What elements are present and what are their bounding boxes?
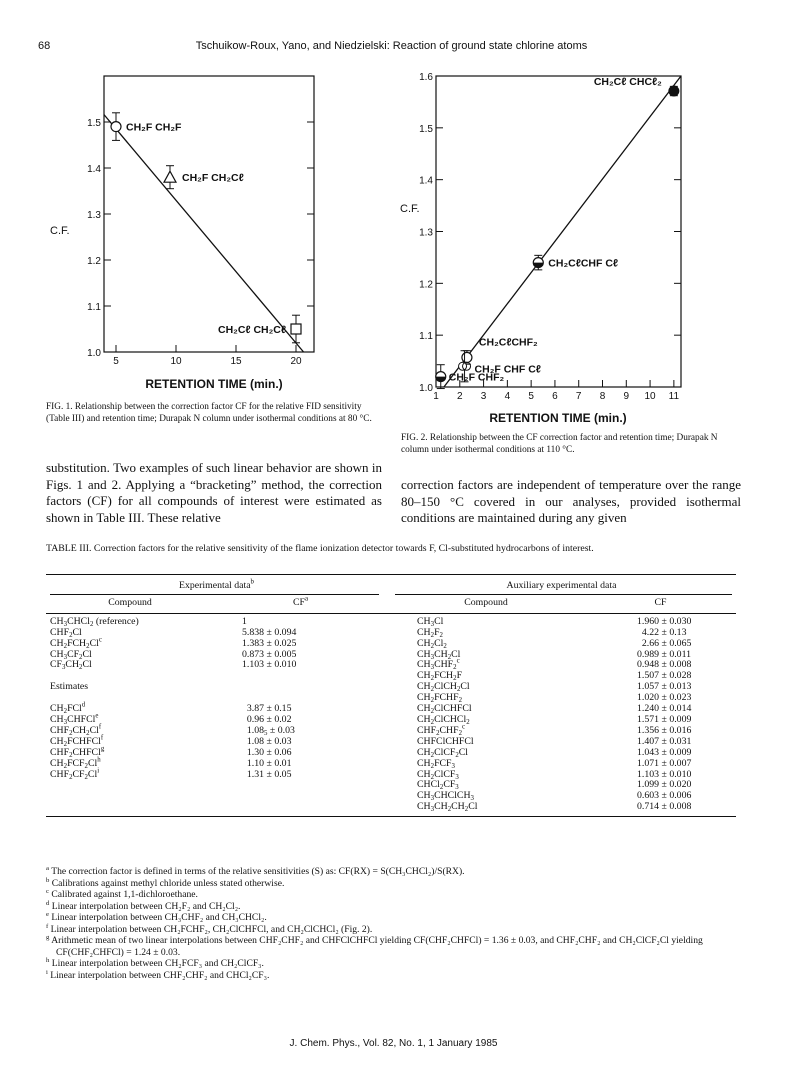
running-title: Tschuikow-Roux, Yano, and Niedzielski: Reaction of ground state chlorine atoms (195, 40, 588, 52)
figure-1-xlabel: RETENTION TIME (min.) (145, 377, 283, 391)
data-point (462, 352, 472, 362)
data-point (669, 86, 679, 96)
footnote-g: $^g$ Arithmetic mean of two linear interpolations between CHF₂CHF₂ and CHFClCHFCl yielding CF(CHF₂CHFCl) = 1.36 ± 0.03, and CHF₂CHF₂ and CH₂ClCF₂Cl yielding CF(CHF₂CHFCl) = 1.24 ± 0.03. (46, 933, 703, 958)
group-header-auxiliary: Auxiliary experimental data (506, 580, 617, 591)
body-text-left: substitution. Two examples of such linear behavior are shown in Figs. 1 and 2. Applying a “bracketing” method, the correction factors (CF) for all compounds of interest were estimated as shown in Table III. These relative (46, 460, 382, 525)
table-row: $CHCl_2CF_3$ 1.099 ± 0.020 (417, 779, 692, 792)
footnote-h: $^h$ Linear interpolation between CH₂FCF₃ and CH₂ClCF₃. (46, 956, 264, 969)
point-label: CH₂F CH₂F (126, 121, 182, 134)
col-header-compound-aux: Compound (464, 597, 508, 609)
table-row: $CHF_2Cl$ 5.838 ± 0.094 $CH_2F_2$ 4.22 ± 0.13 (50, 626, 687, 639)
y-tick-label: 1.6 (419, 72, 433, 83)
figure-2-caption: FIG. 2. Relationship between the CF correction factor and retention time; Durapak N column under isothermal conditions at 110 °C. (401, 433, 718, 455)
x-tick-label: 7 (575, 391, 582, 402)
y-tick-label: 1.0 (87, 348, 101, 359)
table-row: $CH_3CHCl_2$ (reference) 1 $CH_3Cl$ 1.960 ± 0.030 (50, 615, 692, 628)
point-label: CH₂CℓCHF₂ (478, 336, 538, 349)
figure-2-xlabel: RETENTION TIME (min.) (489, 411, 627, 425)
data-point (111, 122, 121, 132)
x-tick-label: 10 (644, 391, 656, 402)
footnote-d: $^d$ Linear interpolation between CH₂F₂ and CH₂Cl₂. (46, 899, 241, 912)
x-tick-label: 3 (480, 391, 487, 402)
table-row: $CF_3CH_2Cl$ 1.103 ± 0.010 $CH_3CHF_2^c$ 0.948 ± 0.008 (50, 658, 692, 672)
table-row: $CH_2FCF_2Cl^h$ 1.10 ± 0.01 $CH_2FCF_3$ 1.071 ± 0.007 (50, 756, 692, 770)
table-row: $CHF_2CH_2Cl^f$ $1.08_5 \pm 0.03$ $CHF_2CHF_2^c$ 1.356 ± 0.016 (50, 723, 692, 737)
table-row: Estimates $CH_2ClCH_2Cl$ 1.057 ± 0.013 (46, 682, 736, 693)
col-header-cf: $CF^a$ (292, 596, 309, 609)
y-tick-label: 1.3 (87, 210, 101, 221)
table-row: $CH_3CH_2CH_2Cl$ 0.714 ± 0.008 (417, 801, 692, 814)
footnote-e: $^e$ Linear interpolation between CH₃CHF₂ and CH₃CHCl₂. (46, 910, 267, 923)
figure-2-chart (398, 62, 703, 427)
table-row: $CH_3CHFCl^e$ 0.96 ± 0.02 $CH_2ClCHCl_2$ 1.571 ± 0.009 (50, 712, 692, 726)
y-tick-label: 1.0 (419, 383, 433, 394)
point-label: CH₂F CHF₂ (448, 371, 505, 384)
table-row: $CH_2FCH_2Cl^c$ 1.383 ± 0.025 $CH_2Cl_2$ 2.66 ± 0.065 (50, 636, 692, 650)
page-number: 68 (38, 40, 51, 52)
table-row: $CH_3CHClCH_3$ 0.603 ± 0.006 (417, 790, 692, 803)
x-tick-label: 2 (457, 391, 463, 402)
plot-frame (436, 76, 681, 387)
point-label: CH₂F CH₂Cℓ (182, 172, 244, 185)
table-3-caption: TABLE III. Correction factors for the relative sensitivity of the flame ionization detector towards F, Cl-substituted hydrocarbons of interest. (46, 543, 594, 554)
y-tick-label: 1.5 (419, 123, 433, 135)
x-tick-label: 10 (170, 356, 182, 367)
table-row: $CH_2FCH_2F$ 1.507 ± 0.028 (417, 670, 692, 683)
x-tick-label: 20 (290, 356, 302, 367)
table-3 (46, 574, 736, 817)
table-row: $CHF_2CHFCl^g$ 1.30 ± 0.06 $CH_2ClCF_2Cl$ 1.043 ± 0.009 (50, 745, 692, 759)
point-label: CH₂Cℓ CH₂Cℓ (217, 324, 286, 336)
col-header-cf-aux: CF (654, 597, 667, 609)
figure-1-caption: FIG. 1. Relationship between the correction factor CF for the relative FID sensitivity (Table III) and retention time; Durapak N column under isothermal conditions at 80 °C. (46, 402, 372, 424)
data-point (164, 171, 176, 182)
table-row: $CH_2FCHFCl^f$ 1.08 ± 0.03 CHFClCHFCl 1.407 ± 0.031 (50, 734, 692, 748)
table-row: $CH_3CF_2Cl$ 0.873 ± 0.005 $CH_3CH_2Cl$ 0.989 ± 0.011 (50, 648, 691, 661)
estimates-label: Estimates (50, 681, 89, 693)
data-point (291, 324, 301, 334)
y-tick-label: 1.5 (87, 118, 101, 129)
group-header-experimental: Experimental data$^b$ (179, 578, 254, 591)
footnote-b: $^b$ Calibrations against methyl chloride unless stated otherwise. (46, 876, 285, 889)
footnote-c: $^c$ Calibrated against 1,1-dichloroethane. (46, 887, 198, 900)
table-row: $CH_2FCl^d$ 3.87 ± 0.15 $CH_2ClCHFCl$ 1.240 ± 0.014 (50, 701, 692, 716)
x-tick-label: 5 (528, 391, 534, 402)
body-text-right: correction factors are independent of temperature over the range 80–150 °C covered in our analyses, provided isothermal conditions are maintained during any given (401, 477, 741, 525)
regression-line (104, 115, 304, 352)
y-tick-label: 1.1 (419, 331, 433, 343)
table-row: $CH_2FCHF_2$ 1.020 ± 0.023 (417, 692, 692, 705)
page-footer: J. Chem. Phys., Vol. 82, No. 1, 1 January 1985 (289, 1038, 498, 1049)
y-tick-label: 1.4 (419, 175, 433, 187)
y-tick-label: 1.2 (419, 279, 433, 291)
x-tick-label: 6 (552, 391, 558, 402)
footnote-i: $^i$ Linear interpolation between CHF₂CHF₂ and CHCl₂CF₃. (46, 968, 270, 981)
x-tick-label: 8 (599, 391, 606, 402)
y-tick-label: 1.3 (419, 227, 433, 239)
table-3-footnotes (46, 866, 736, 981)
point-label: CH₂CℓCHF Cℓ (548, 257, 619, 270)
footnote-a: $^a$ The correction factor is defined in terms of the relative sensitivities (S) as: CF(RX) = S(CH₃CHCl₂)/S(RX). (46, 864, 465, 877)
figure-1-chart (44, 62, 344, 397)
figure-1-ylabel: C.F. (50, 225, 70, 237)
col-header-compound: Compound (108, 596, 152, 608)
x-tick-label: 1 (433, 391, 439, 402)
point-label: CH₂F CHF Cℓ (474, 363, 541, 376)
x-tick-label: 4 (504, 391, 511, 402)
x-tick-label: 11 (668, 391, 680, 402)
x-tick-label: 15 (230, 356, 242, 367)
point-label: CH₂Cℓ CHCℓ₂ (593, 76, 662, 89)
y-tick-label: 1.2 (87, 256, 101, 267)
x-tick-label: 5 (113, 356, 119, 367)
plot-frame (104, 76, 314, 352)
y-tick-label: 1.1 (87, 302, 101, 313)
x-tick-label: 9 (623, 391, 630, 402)
table-row: $CHF_2CF_2Cl^i$ 1.31 ± 0.05 $CH_2ClCF_3$ 1.103 ± 0.010 (50, 767, 692, 781)
figure-2-ylabel: C.F. (400, 203, 420, 215)
footnote-f: $^f$ Linear interpolation between CH₂FCHF₂, CH₂ClCHFCl, and CH₂ClCHCl₂ (Fig. 2). (46, 922, 373, 935)
y-tick-label: 1.4 (87, 164, 101, 175)
